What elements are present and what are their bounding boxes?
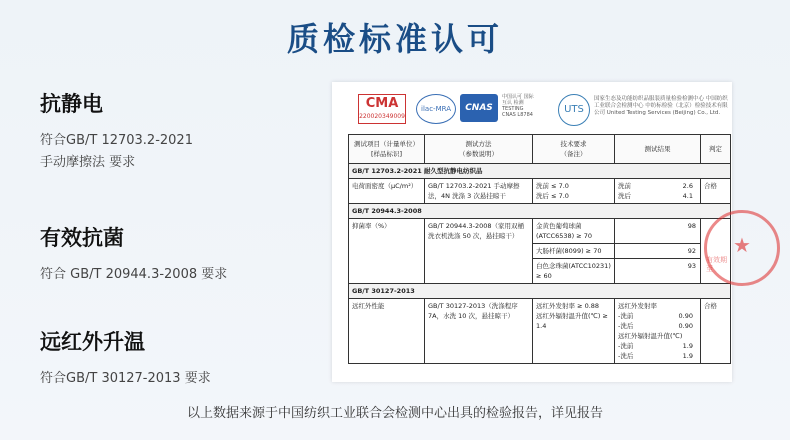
header-cell: 判定 — [701, 135, 731, 164]
header-cell: 测试结果 — [615, 135, 701, 164]
cnas-logo: CNAS — [460, 94, 498, 122]
cnas-caption: 中国认可 国际互认 检测 TESTING CNAS L8784 — [502, 94, 534, 118]
table-row: 白色念珠菌(ATCC10231) ≥ 60 93 — [349, 259, 731, 284]
feature-heading: 远红外升温 — [40, 330, 145, 354]
header-cell: 测试项目（计量单位） [样品标识] — [349, 135, 425, 164]
table-row: 远红外性能 GB/T 30127-2013（洗涤程序 7A，水洗 10 次，悬挂晾干） 远红外发射率 ≥ 0.88 远红外辐射温升值(℃) ≥ 1.4 远红外发射率 -洗前 0.90 -洗后 0.90 远红外辐射温升值(℃) -洗前 1.9 -洗后 1.9 合格 — [349, 299, 731, 364]
uts-caption: 国家生态及功能纺织品服装质量检验检测中心 中国纺织工业联合会检测中心 中纺标检验（北京）检验技术有限公司 United Testing Services (Beijing) Co., Ltd. — [594, 96, 728, 116]
section-row: GB/T 30127-2013 — [349, 284, 731, 299]
feature-antibacterial — [40, 222, 227, 286]
red-seal-stamp: ★ — [704, 210, 780, 286]
uts-logo: UTS — [558, 94, 590, 126]
feature-desc: 手动摩擦法 要求 — [40, 155, 136, 170]
feature-far-infrared — [40, 326, 211, 390]
header-cell: 技术要求 （备注） — [533, 135, 615, 164]
header-cell: 测试方法 （参数说明） — [425, 135, 533, 164]
feature-heading: 有效抗菌 — [40, 226, 124, 250]
table-row: 抑菌率（%） GB/T 20944.3-2008（家用双桶洗衣机洗涤 50 次，悬挂晾干） 金黄色葡萄球菌(ATCC6538) ≥ 70 98 — [349, 219, 731, 244]
feature-desc: 符合GB/T 12703.2-2021 — [40, 133, 193, 148]
table-header-row — [349, 135, 731, 164]
table-row: 大肠杆菌(8099) ≥ 70 92 — [349, 244, 731, 259]
table-row: 电荷面密度（μC/m²） GB/T 12703.2-2021 手动摩擦法，4N 洗涤 3 次悬挂晾干 洗前 ≤ 7.0 洗后 ≤ 7.0 洗前 2.6 洗后 4.1 合格 — [349, 179, 731, 204]
certification-logos — [332, 82, 732, 130]
stamp-text: 有效期至 — [706, 256, 727, 273]
ilac-mra-logo: ilac-MRA — [416, 94, 456, 124]
cma-logo: CMA 220020349009 — [358, 94, 406, 124]
page-title: 质检标准认可 — [286, 20, 503, 58]
section-row: GB/T 20944.3-2008 — [349, 204, 731, 219]
feature-desc: 符合GB/T 30127-2013 要求 — [40, 371, 211, 386]
report-table — [348, 134, 731, 364]
section-row: GB/T 12703.2-2021 耐久型抗静电纺织品 — [349, 164, 731, 179]
feature-heading: 抗静电 — [40, 92, 103, 116]
footer-note: 以上数据来源于中国纺织工业联合会检测中心出具的检验报告，详见报告 — [186, 406, 603, 421]
feature-antistatic — [40, 88, 193, 174]
feature-desc: 符合 GB/T 20944.3-2008 要求 — [40, 267, 228, 282]
test-report-image — [332, 82, 751, 382]
